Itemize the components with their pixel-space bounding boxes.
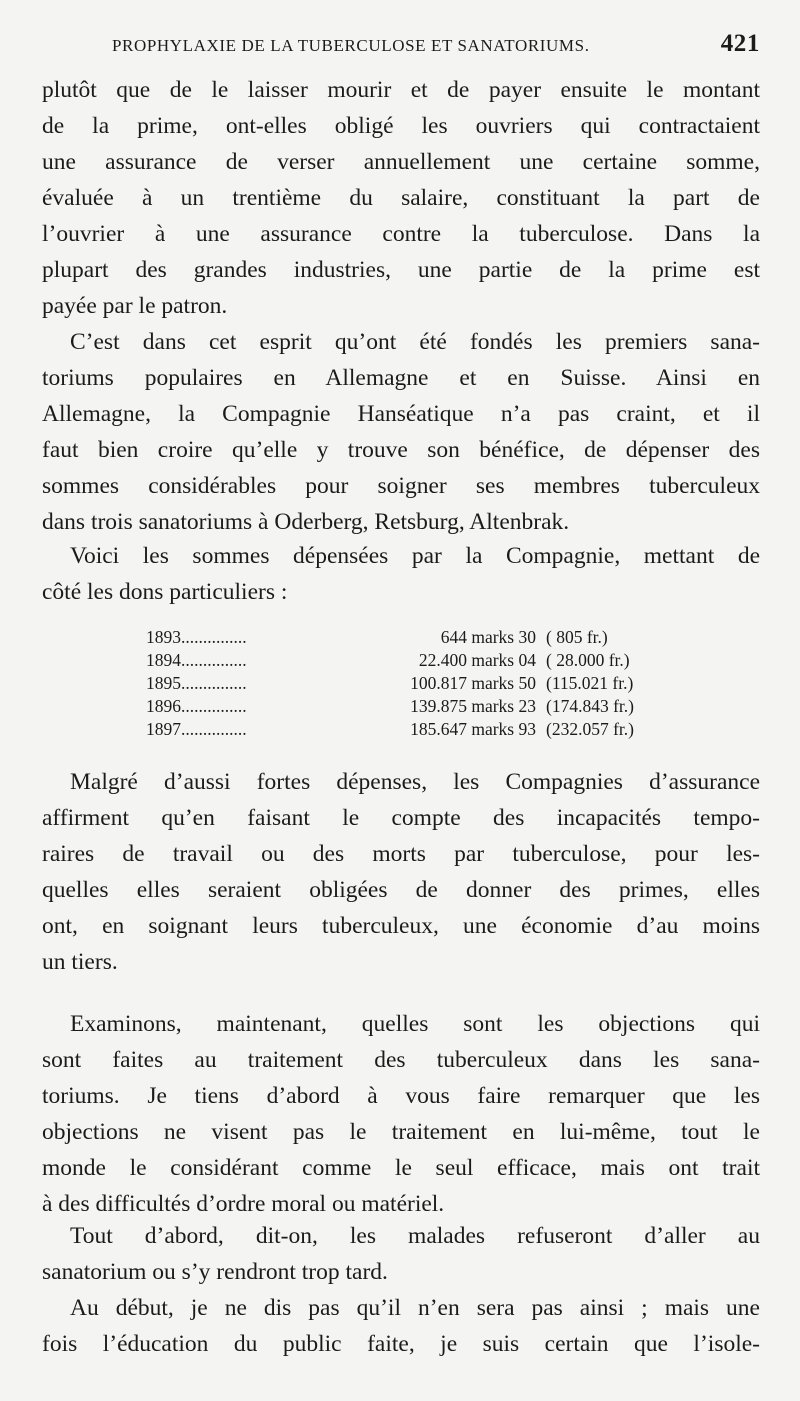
- year-cell: 1895...............: [146, 673, 247, 693]
- text-line: payée par le patron.: [42, 293, 228, 319]
- paragraph-6: [42, 1218, 760, 1290]
- text-line: plutôt que de le laisser mourir et de payer ensuite le montant: [42, 77, 760, 103]
- text-line: un tiers.: [42, 949, 118, 975]
- marks-cell: 22.400 marks 04: [418, 650, 536, 670]
- running-title: PROPHYLAXIE DE LA TUBERCULOSE ET SANATORIUMS.: [112, 36, 590, 55]
- year-cell: 1894...............: [146, 650, 247, 670]
- text-line: fois l’éducation du public faite, je suis certain que l’isole-: [42, 1331, 760, 1357]
- table-row: [146, 626, 686, 649]
- paragraph-2: [42, 324, 760, 540]
- text-line: sont faites au traitement des tuberculeux dans les sana-: [42, 1047, 760, 1073]
- running-header: [112, 30, 760, 60]
- text-line: dans trois sanatoriums à Oderberg, Retsburg, Altenbrak.: [42, 509, 570, 535]
- text-line: plupart des grandes industries, une partie de la prime est: [42, 257, 760, 283]
- text-line: de la prime, ont-elles obligé les ouvriers qui contractaient: [42, 113, 760, 139]
- francs-cell: (232.057 fr.): [546, 719, 634, 739]
- expenses-table: [146, 626, 686, 741]
- text-line: Allemagne, la Compagnie Hanséatique n’a pas craint, et il: [42, 401, 760, 427]
- table-row: [146, 718, 686, 741]
- text-line: raires de travail ou des morts par tuberculose, pour les-: [42, 841, 760, 867]
- text-line: affirment qu’en faisant le compte des incapacités tempo-: [42, 805, 760, 831]
- paragraph-1: [42, 72, 760, 324]
- page-number: 421: [720, 30, 760, 57]
- francs-cell: ( 28.000 fr.): [546, 650, 630, 670]
- paragraph-7: [42, 1290, 760, 1362]
- text-line: sanatorium ou s’y rendront trop tard.: [42, 1259, 388, 1285]
- marks-cell: 139.875 marks 23: [410, 696, 536, 716]
- text-line: une assurance de verser annuellement une certaine somme,: [42, 149, 760, 175]
- text-line: Voici les sommes dépensées par la Compagnie, mettant de: [70, 543, 760, 569]
- table-row: [146, 649, 686, 672]
- text-line: Tout d’abord, dit-on, les malades refuseront d’aller au: [70, 1223, 760, 1249]
- text-line: évaluée à un trentième du salaire, constituant la part de: [42, 185, 760, 211]
- table-row: [146, 695, 686, 718]
- year-cell: 1896...............: [146, 696, 247, 716]
- text-line: Examinons, maintenant, quelles sont les objections qui: [70, 1011, 760, 1037]
- text-line: toriums populaires en Allemagne et en Suisse. Ainsi en: [42, 365, 760, 391]
- text-line: objections ne visent pas le traitement en lui-même, tout le: [42, 1119, 760, 1145]
- text-line: quelles elles seraient obligées de donner des primes, elles: [42, 877, 760, 903]
- text-line: Malgré d’aussi fortes dépenses, les Compagnies d’assurance: [70, 769, 760, 795]
- francs-cell: (174.843 fr.): [546, 696, 634, 716]
- text-line: l’ouvrier à une assurance contre la tuberculose. Dans la: [42, 221, 760, 247]
- text-line: Au début, je ne dis pas qu’il n’en sera pas ainsi ; mais une: [70, 1295, 760, 1321]
- text-line: C’est dans cet esprit qu’ont été fondés les premiers sana-: [70, 329, 760, 355]
- marks-cell: 185.647 marks 93: [410, 719, 536, 739]
- text-line: faut bien croire qu’elle y trouve son bénéfice, de dépenser des: [42, 437, 760, 463]
- marks-cell: 644 marks 30: [440, 627, 536, 647]
- paragraph-5: [42, 1006, 760, 1222]
- text-line: côté les dons particuliers :: [42, 579, 288, 605]
- text-line: à des difficultés d’ordre moral ou matériel.: [42, 1191, 445, 1217]
- text-line: toriums. Je tiens d’abord à vous faire remarquer que les: [42, 1083, 760, 1109]
- year-cell: 1893...............: [146, 627, 247, 647]
- text-line: sommes considérables pour soigner ses membres tuberculeux: [42, 473, 760, 499]
- francs-cell: ( 805 fr.): [546, 627, 608, 647]
- year-cell: 1897...............: [146, 719, 247, 739]
- paragraph-4: [42, 764, 760, 980]
- text-line: ont, en soignant leurs tuberculeux, une économie d’au moins: [42, 913, 760, 939]
- paragraph-3: [42, 538, 760, 610]
- table-row: [146, 672, 686, 695]
- francs-cell: (115.021 fr.): [546, 673, 634, 693]
- text-line: monde le considérant comme le seul efficace, mais ont trait: [42, 1155, 760, 1181]
- marks-cell: 100.817 marks 50: [410, 673, 536, 693]
